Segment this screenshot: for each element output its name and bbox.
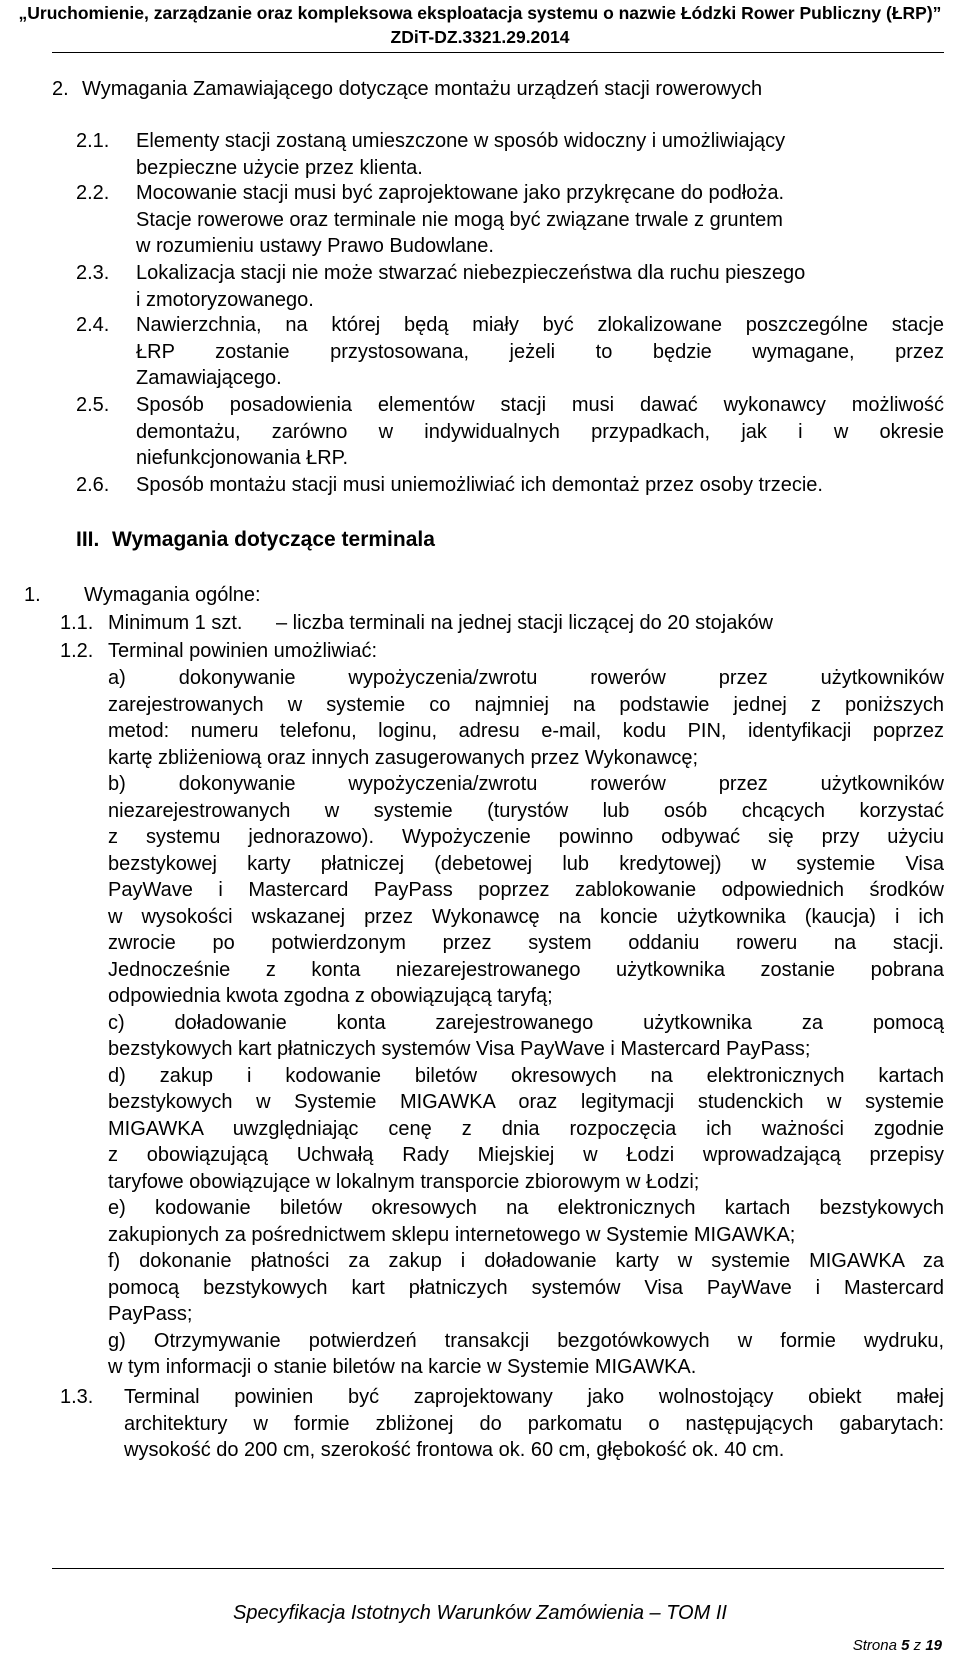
section-3-number: III. [76, 528, 100, 551]
header-rule [52, 52, 944, 53]
header-reference: ZDiT-DZ.3321.29.2014 [390, 27, 570, 47]
item-1-2-intro: Terminal powinien umożliwiać: [108, 640, 377, 662]
footer-title: Specyfikacja Istotnych Warunków Zamówienia – TOM II [233, 1602, 727, 1624]
item-1-2-number: 1.2. [60, 640, 94, 662]
item-2-6-number: 2.6. [76, 474, 110, 496]
header-title: „Uruchomienie, zarządzanie oraz kompleksowa eksploatacja systemu o nazwie Łódzki Rower Publiczny (ŁRP)” [18, 3, 942, 23]
item-2-4-text: Nawierzchnia, na której będą miały być zlokalizowane poszczególne stacje ŁRP zostanie przystosowana, jeżeli to będzie wymagane, przez Zamawiającego. [136, 314, 944, 389]
item-2-3-number: 2.3. [76, 262, 110, 284]
item-2-4-number: 2.4. [76, 314, 110, 336]
item-2-6-text: Sposób montażu stacji musi uniemożliwiać ich demontaż przez osoby trzecie. [136, 474, 823, 496]
item-2-5-text: Sposób posadowienia elementów stacji musi dawać wykonawcy możliwość demontażu, zarówno w indywidualnych przypadkach, jak i w okresie niefunkcjonowania ŁRP. [136, 394, 944, 469]
item-2-2-text: Mocowanie stacji musi być zaprojektowane jako przykręcane do podłoża. Stacje rowerowe oraz terminale nie mogą być związane trwale z gruntem w rozumieniu ustawy Prawo Budowlane. [136, 182, 785, 257]
subsection-1-title: Wymagania ogólne: [84, 584, 261, 606]
item-2-2-number: 2.2. [76, 182, 110, 204]
section-3-title: Wymagania dotyczące terminala [112, 528, 435, 551]
item-1-1-number: 1.1. [60, 612, 94, 634]
item-2-1-text: Elementy stacji zostaną umieszczone w sposób widoczny i umożliwiający bezpieczne użycie przez klienta. [136, 130, 786, 179]
subsection-1-number: 1. [24, 584, 41, 606]
item-1-3-text: Terminal powinien być zaprojektowany jako wolnostojący obiekt małej architektury w formie zbliżonej do parkomatu o następujących gabarytach: wysokość do 200 cm, szerokość frontowa ok. 60 cm, głębokość ok. 40 cm. [124, 1386, 944, 1461]
section-2-number: 2. [52, 78, 69, 100]
item-1-1-note: – liczba terminali na jednej stacji liczącej do 20 stojaków [276, 612, 773, 634]
item-1-2-list: a) dokonywanie wypożyczenia/zwrotu rowerów przez użytkowników zarejestrowanych w systemie co najmniej na podstawie jednej z poniższych metod: numeru telefonu, loginu, adresu e-mail, kodu PIN, identyfikacji poprzez kartę zbliżeniową oraz innych zasugerowanych przez Wykonawcę; b) dokonywanie wypożyczenia/zwrotu rowerów przez użytkowników niezarejestrowanych w systemie (turystów lub osób chcących korzystać z systemu jednorazowo). Wypożyczenie powinno odbywać się przy użyciu bezstykowej karty płatniczej (debetowej lub kredytowej) w systemie Visa PayWave i Mastercard PayPass poprzez zablokowanie odpowiednich środków w wysokości wskazanej przez Wykonawcę na koncie użytkownika (kaucja) i ich zwrocie po potwierdzonym przez system oddaniu roweru na stacji. Jednocześnie z konta niezarejestrowanego użytkownika zostanie pobrana odpowiednia kwota zgodna z obowiązującą taryfą; c) doładowanie konta zarejestrowanego użytkownika za pomocą bezstykowych kart płatniczych systemów Visa PayWave i Mastercard PayPass; d) zakup i kodowanie biletów okresowych na elektronicznych kartach bezstykowych w Systemie MIGAWKA oraz legitymacji studenckich w systemie MIGAWKA uwzględniając cenę z dnia rozpoczęcia ich ważności zgodnie z obowiązującą Uchwałą Rady Miejskiej w Łodzi wprowadzającą przepisy taryfowe obowiązujące w lokalnym transporcie zbiorowym w Łodzi; e) kodowanie biletów okresowych na elektronicznych kartach bezstykowych zakupionych za pośrednictwem sklepu internetowego w Systemie MIGAWKA; f) dokonanie płatności za zakup i doładowanie karty w systemie MIGAWKA za pomocą bezstykowych kart płatniczych systemów Visa PayWave i Mastercard PayPass; g) Otrzymywanie potwierdzeń transakcji bezgotówkowych w formie wydruku, w tym informacji o stanie biletów na karcie w Systemie MIGAWKA. [108, 667, 944, 1378]
item-1-1-text: Minimum 1 szt. [108, 612, 243, 634]
item-2-5-number: 2.5. [76, 394, 110, 416]
footer-rule [52, 1568, 944, 1569]
page-number: Strona 5 z 19 [852, 1637, 942, 1654]
item-2-1-number: 2.1. [76, 130, 110, 152]
item-2-3-text: Lokalizacja stacji nie może stwarzać niebezpieczeństwa dla ruchu pieszego i zmotoryzowanego. [136, 262, 806, 311]
item-1-3-number: 1.3. [60, 1386, 94, 1408]
section-2-title: Wymagania Zamawiającego dotyczące montażu urządzeń stacji rowerowych [82, 78, 763, 100]
